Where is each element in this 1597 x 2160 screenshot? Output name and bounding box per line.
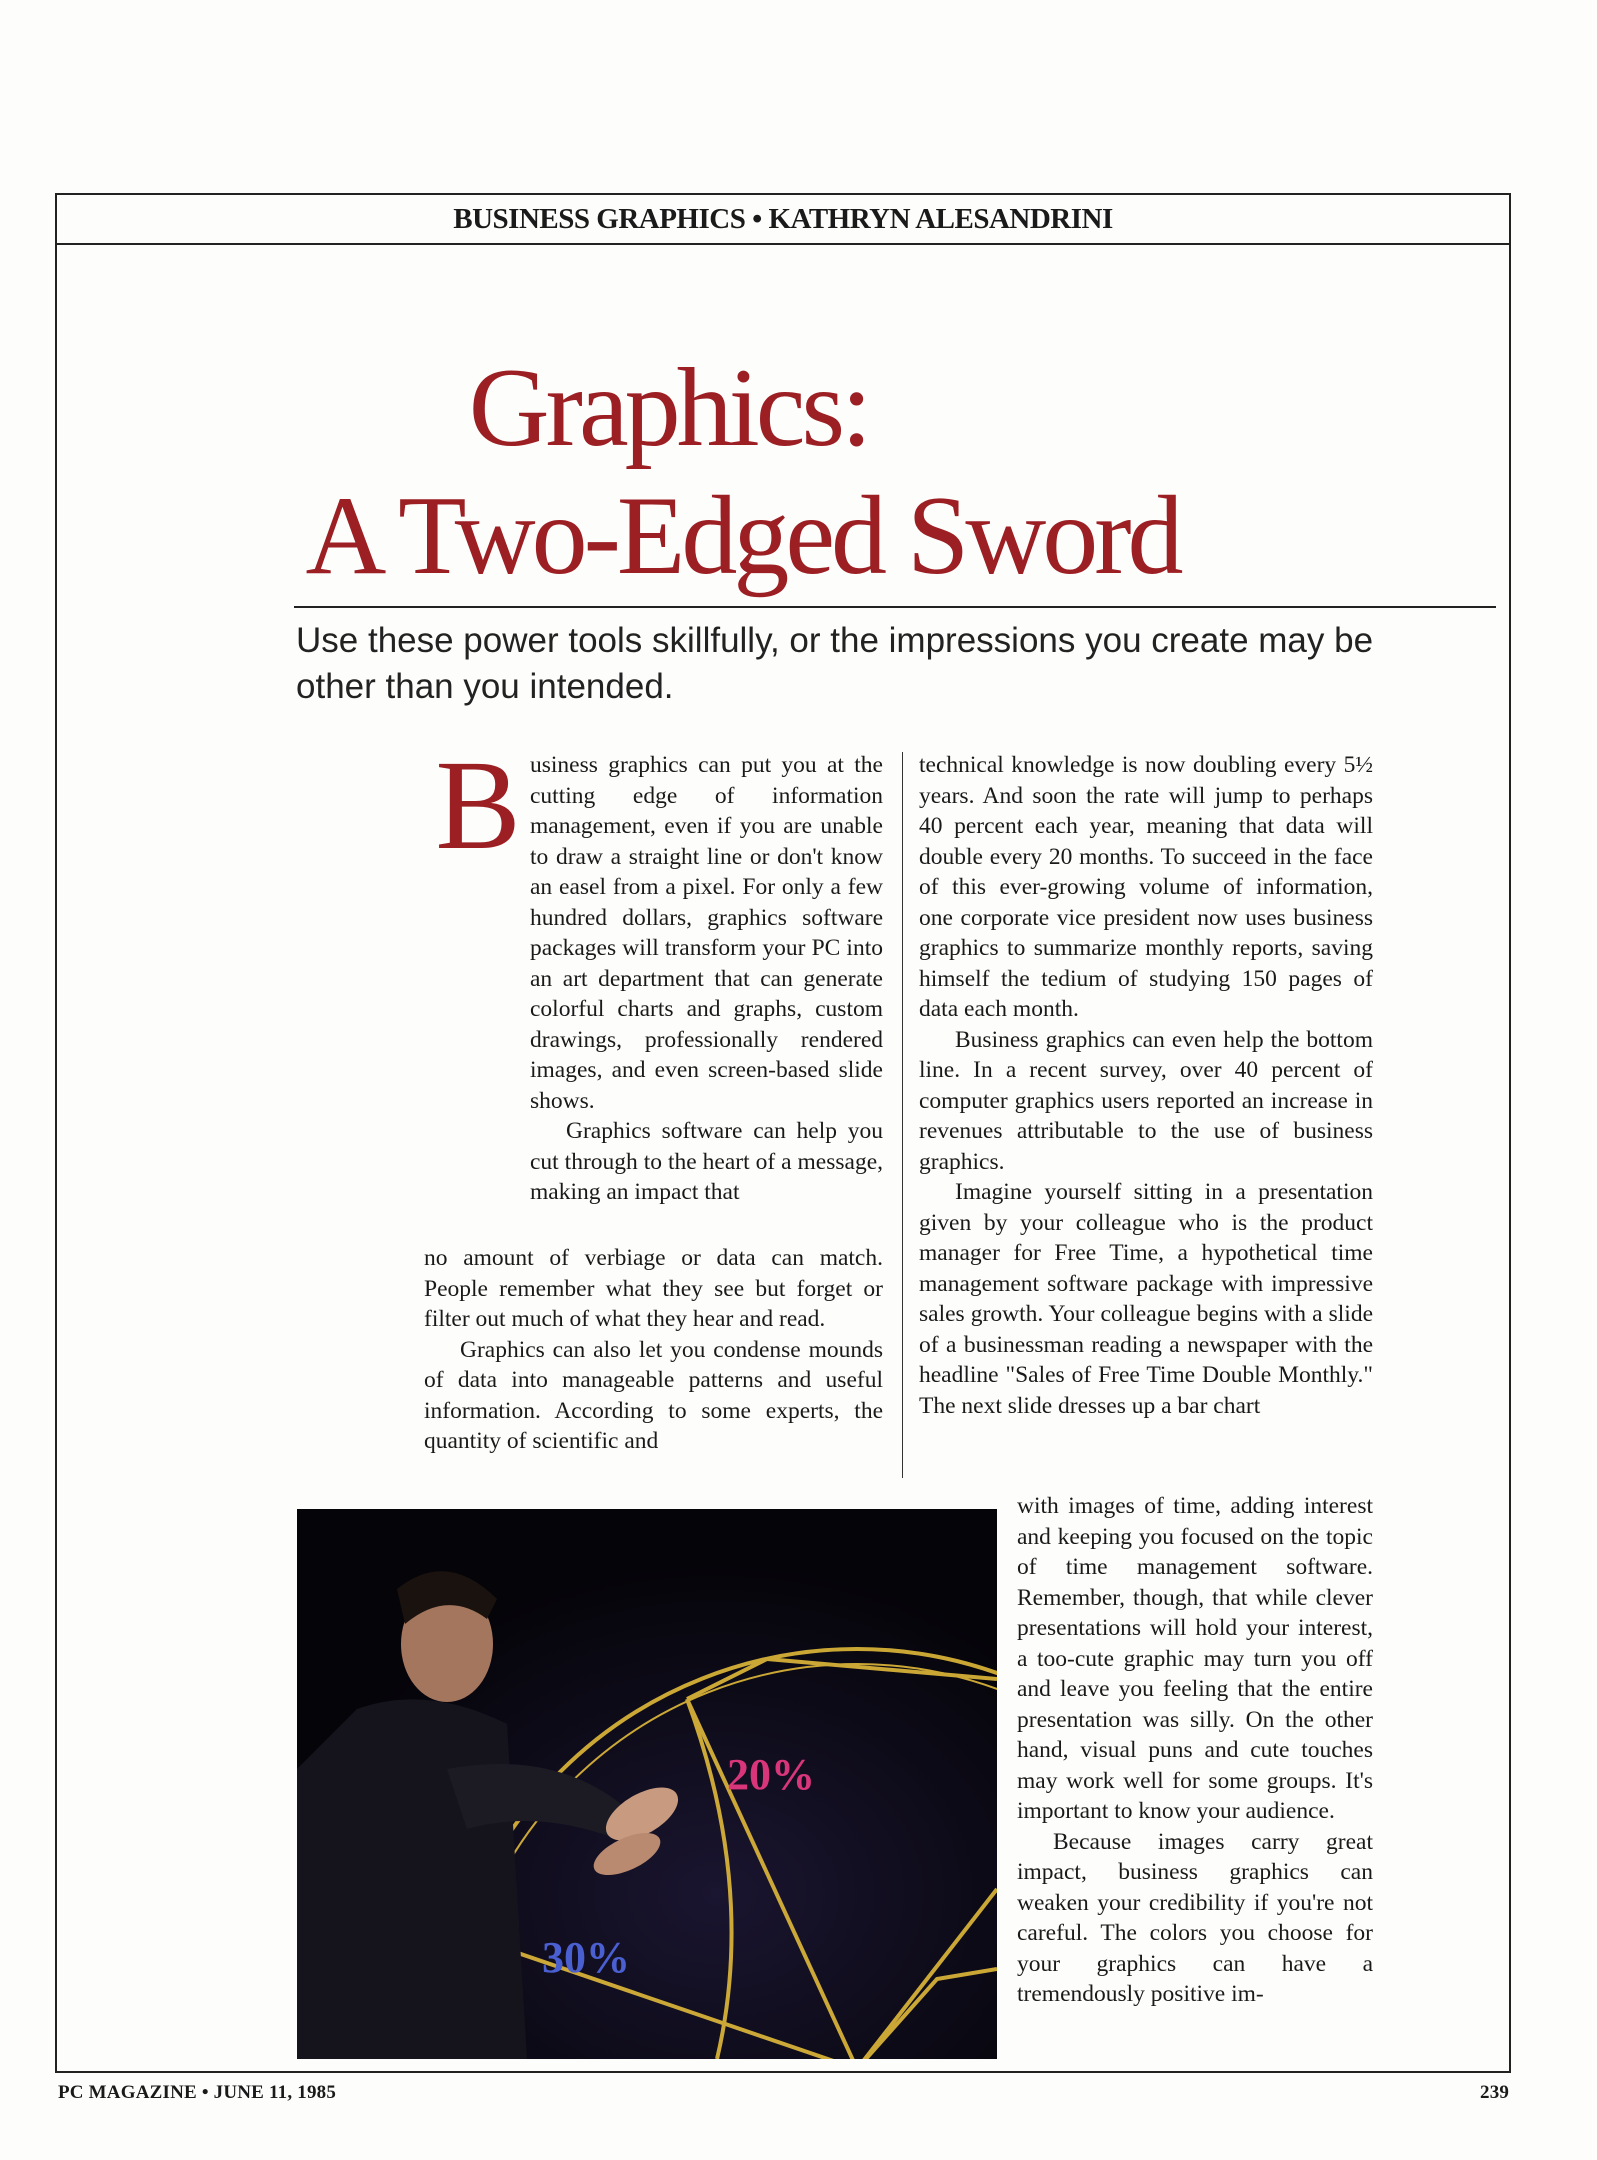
paragraph: no amount of verbiage or data can match. People remember what they see but forget or filter out much of what they hear and read.: [424, 1245, 883, 1332]
drop-cap: B: [435, 734, 521, 876]
section-header: BUSINESS GRAPHICS • KATHRYN ALESANDRINI: [55, 193, 1511, 245]
headline-line-2: A Two-Edged Sword: [305, 474, 1180, 598]
paragraph: Graphics software can help you cut through to the heart of a message, making an impact that: [530, 1118, 883, 1205]
column-divider: [902, 752, 903, 1478]
paragraph: Business graphics can even help the bottom line. In a recent survey, over 40 percent of computer graphics users reported an increase in revenues attributable to the use of business graphics.: [919, 1026, 1373, 1175]
paragraph: usiness graphics can put you at the cutting edge of information management, even if you are unable to draw a straight line or don't know an easel from a pixel. For only a few hundred dollars, graphics software packages will transform your PC into an art department that can generate colorful charts and graphs, custom drawings, professionally rendered images, and even screen-based slide shows.: [530, 752, 883, 1114]
illustration-photo: [297, 1509, 997, 2059]
photo-artwork: [297, 1509, 997, 2059]
pie-label-30: 30%: [542, 1933, 630, 1982]
deck-subtitle: Use these power tools skillfully, or the impressions you create may be other than you intended.: [296, 621, 1374, 706]
column-1-top: [530, 750, 883, 1208]
paragraph: technical knowledge is now doubling every 5½ years. And soon the rate will jump to perhaps 40 percent each year, meaning that data will double every 20 months. To succeed in the face of this ever-growing volume of information, one corporate vice president now uses business graphics to summarize monthly reports, saving himself the tedium of studying 150 pages of data each month.: [919, 752, 1373, 1022]
paragraph: Imagine yourself sitting in a presentation given by your colleague who is the product manager for Free Time, a hypothetical time management software package with impressive sales growth. Your colleague begins with a slide of a businessman reading a newspaper with the headline "Sales of Free Time Double Monthly." The next slide dresses up a bar chart: [919, 1179, 1373, 1419]
column-1-bottom: [424, 1243, 883, 1457]
column-2-top: [919, 750, 1373, 1421]
paragraph: Graphics can also let you condense mounds of data into manageable patterns and useful information. According to some experts, the quantity of scientific and: [424, 1336, 883, 1454]
headline-line-1: Graphics:: [468, 346, 869, 470]
page-number: 239: [1480, 2082, 1510, 2103]
column-2-bottom: [1017, 1491, 1373, 2010]
headline-rule: [294, 606, 1496, 608]
footer-publication: PC MAGAZINE • JUNE 11, 1985: [58, 2082, 337, 2103]
paragraph: with images of time, adding interest and keeping you focused on the topic of time management software. Remember, though, that while clever presentations will hold your interest, a too-cute graphic may turn you off and leave you feeling that the entire presentation was silly. On the other hand, visual puns and cute touches may work well for some groups. It's important to know your audience.: [1017, 1493, 1373, 1824]
pie-label-20: 20%: [727, 1750, 815, 1799]
paragraph: Because images carry great impact, business graphics can weaken your credibility if you're not careful. The colors you choose for your graphics can have a tremendously positive im-: [1017, 1828, 1373, 2007]
